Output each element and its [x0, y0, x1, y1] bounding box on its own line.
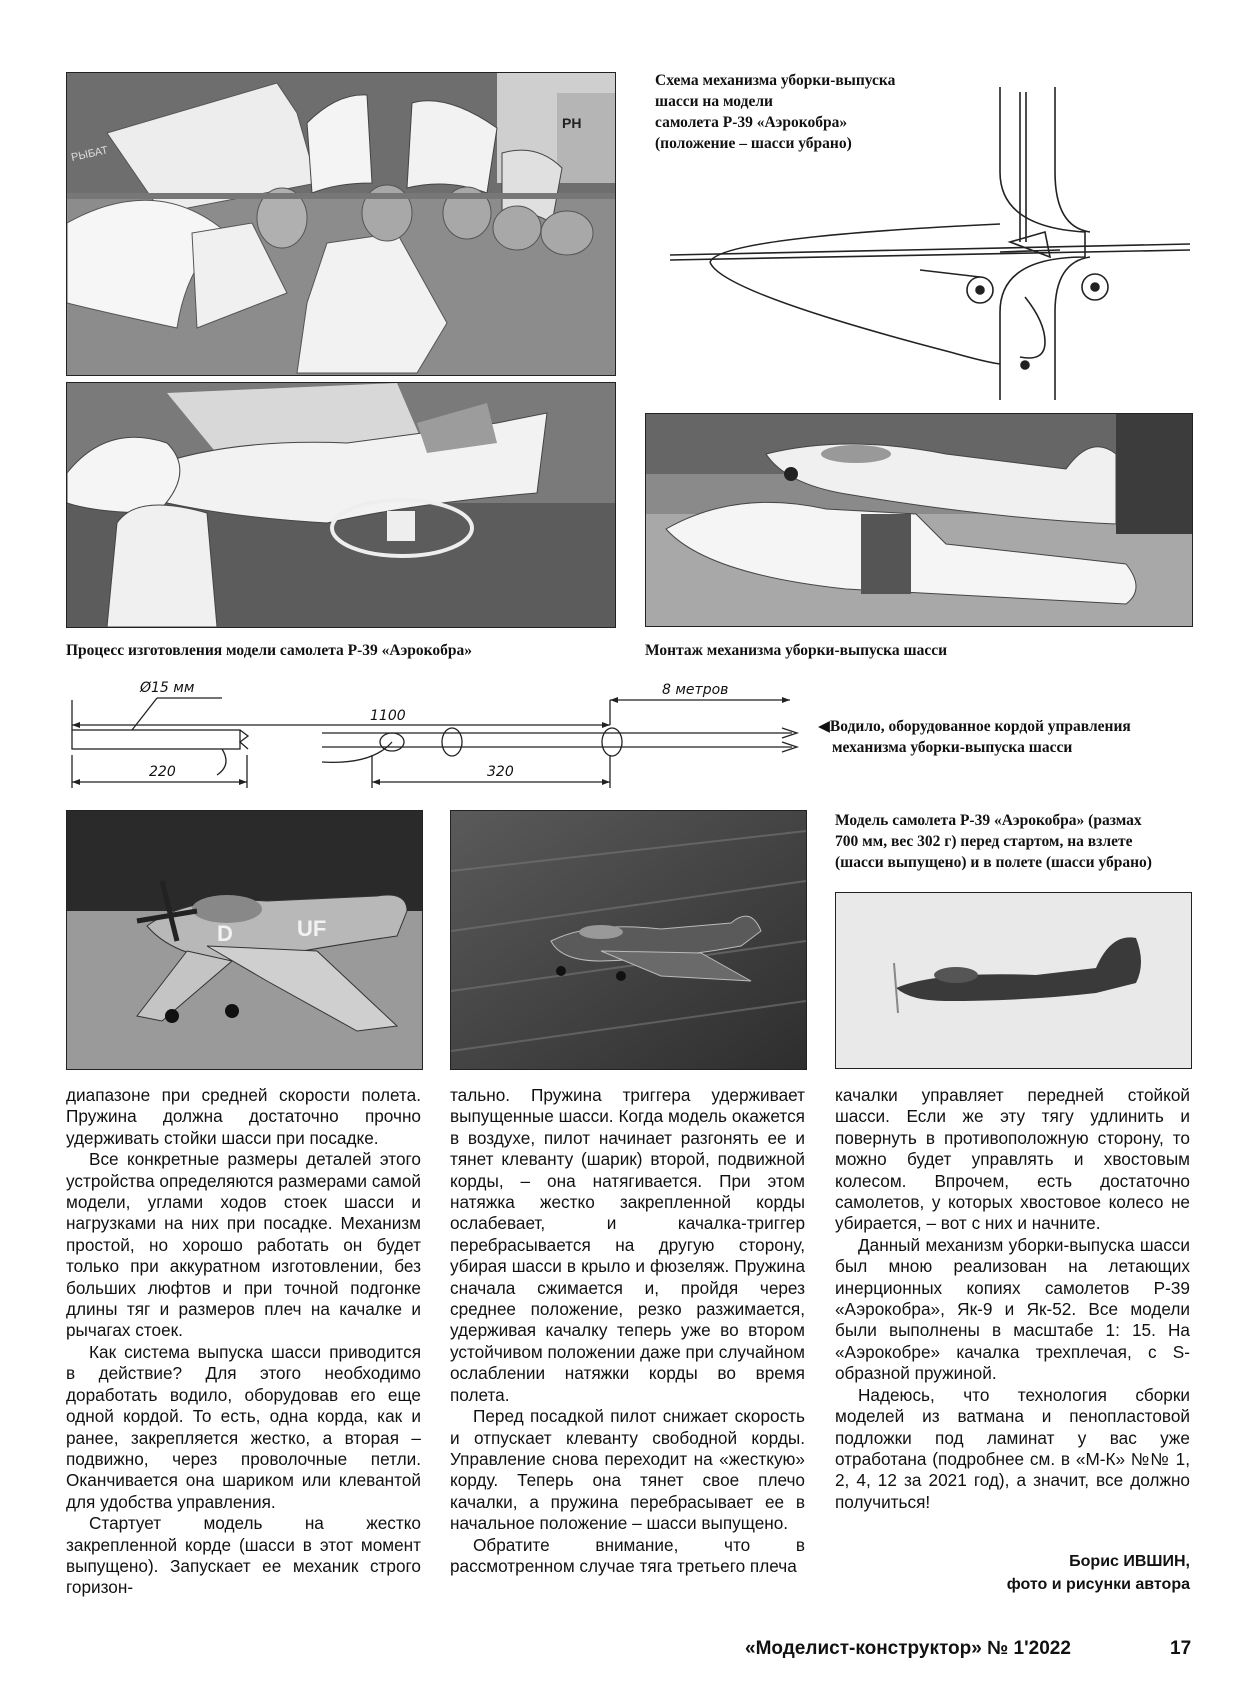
- handle-drawing: [62, 670, 822, 800]
- montage-caption: Монтаж механизма уборки-выпуска шасси: [645, 642, 948, 659]
- model-caption-line-3: (шасси выпущено) и в полете (шасси убрано): [835, 854, 1152, 871]
- col2-paragraph-2: Перед посадкой пилот снижает скорость и отпускает клеванту свободной корды. Управление снова переходит на «жесткую» корду. Теперь она тянет свое плечо качалки, а пружина перебрасывает ее в начальное положение – шасси выпущено.: [450, 1406, 805, 1534]
- scheme-caption-line-3: самолета Р-39 «Аэрокобра»: [655, 114, 848, 131]
- author-signature: [1007, 1550, 1190, 1596]
- article-column-2: [450, 1085, 805, 1577]
- col1-paragraph-4: Стартует модель на жестко закрепленной корде (шасси в этот момент выпущено). Запускает ее механик строго горизон-: [66, 1513, 421, 1598]
- page-number: 17: [1170, 1638, 1192, 1659]
- process-caption: Процесс изготовления модели самолета Р-39 «Аэрокобра»: [66, 642, 473, 659]
- cord-label: 8 метров: [662, 682, 729, 698]
- col3-paragraph-3: Надеюсь, что технология сборки моделей из ватмана и пенопластовой подложки под ламинат у вас уже отработана (подробнее см. в «М-К» №№ 1, 2, 4, 12 за 2021 год), а значит, все должно получиться!: [835, 1384, 1190, 1512]
- model-caption-line-2: 700 мм, вес 302 г) перед стартом, на взлете: [835, 833, 1133, 850]
- length-label: 1100: [370, 708, 406, 724]
- author-note: фото и рисунки автора: [1006, 1576, 1190, 1593]
- col1-paragraph-2: Все конкретные размеры деталей этого устройства определяются размерами самой модели, углами ходов стоек шасси и нагрузками на них при посадке. Механизм простой, но хорошо работать он будет только при аккуратном изготовлении, без больших люфтов и при точной подгонке длины тяг и размеров плеч на качалке и рычагах стоек.: [66, 1149, 421, 1341]
- right-dim-label: 320: [487, 764, 514, 780]
- pointer-left-icon: ◀: [818, 718, 830, 735]
- scheme-caption-line-4: (положение – шасси убрано): [655, 135, 852, 152]
- left-dim-label: 220: [149, 764, 176, 780]
- plane-code: UF: [297, 916, 327, 941]
- photo-model-before-start: [66, 810, 423, 1070]
- diameter-label: Ø15 мм: [140, 680, 195, 696]
- article-column-3: [835, 1085, 1190, 1513]
- model-caption-line-1: Модель самолета Р-39 «Аэрокобра» (размах: [835, 812, 1142, 829]
- model-caption: [835, 810, 1195, 873]
- box-label: PH: [562, 115, 582, 131]
- magazine-title: «Моделист-конструктор» № 1'2022: [745, 1638, 1071, 1659]
- landing-gear-scheme: [650, 82, 1210, 402]
- handle-caption-line-1: Водило, оборудованное кордой управления: [829, 718, 1131, 735]
- author-name: Борис ИВШИН,: [1069, 1553, 1190, 1570]
- box-label-2: РЫБАТ: [70, 144, 110, 164]
- handle-caption-line-2: механизма уборки-выпуска шасси: [832, 739, 1073, 756]
- photo-model-takeoff: [450, 810, 807, 1070]
- col2-paragraph-3: Обратите внимание, что в рассмотренном случае тяга третьего плеча: [450, 1534, 805, 1576]
- photo-model-in-flight: [835, 892, 1192, 1069]
- photo-fuselage-assembly: [66, 382, 616, 628]
- col3-paragraph-2: Данный механизм уборки-выпуска шасси был мною реализован на летающих инерционных копиях самолетов Р-39 «Аэрокобра», Як-9 и Як-52. Все модели были выполнены в масштабе 1: 15. На «Аэрокобре» качалка трехплечая, с S-образной пружиной.: [835, 1234, 1190, 1384]
- handle-caption: [818, 716, 1131, 758]
- scheme-caption-line-2: шасси на модели: [655, 93, 773, 110]
- col1-paragraph-3: Как система выпуска шасси приводится в действие? Для этого необходимо доработать водило, оборудовав его еще одной кордой. То есть, одна корда, как и ранее, закрепляется жестко, а вторая – подвижно, через проволочные петли. Оканчивается она шариком или клевантой для удобства управления.: [66, 1341, 421, 1512]
- col1-paragraph-1: диапазоне при средней скорости полета. Пружина должна достаточно прочно удерживать стойки шасси при посадке.: [66, 1085, 421, 1148]
- article-column-1: [66, 1085, 421, 1599]
- scheme-caption-line-1: Схема механизма уборки-выпуска: [655, 72, 896, 89]
- photo-paper-parts: [66, 72, 616, 376]
- plane-letter: D: [217, 921, 233, 946]
- photo-mechanism-montage: [645, 413, 1193, 627]
- col3-paragraph-1: качалки управляет передней стойкой шасси. Если же эту тягу удлинить и повернуть в противоположную сторону, то можно будет управлять и хвостовым колесом. Впрочем, есть достаточно самолетов, у которых хвостовое колесо не убирается, – вот с них и начните.: [835, 1085, 1190, 1234]
- col2-paragraph-1: тально. Пружина триггера удерживает выпущенные шасси. Когда модель окажется в воздухе, пилот начинает разгонять ее и тянет клеванту (шарик) второй, подвижной корды, – она натягивается. При этом натяжка жестко закрепленной корды ослабевает, и качалка-триггер перебрасывается на другую сторону, убирая шасси в крыло и фюзеляж. Пружина сначала сжимается и, пройдя через среднее положение, резко разжимается, удерживая качалку теперь уже во втором устойчивом положении даже при случайном ослаблении натяжки корды во время полета.: [450, 1085, 805, 1405]
